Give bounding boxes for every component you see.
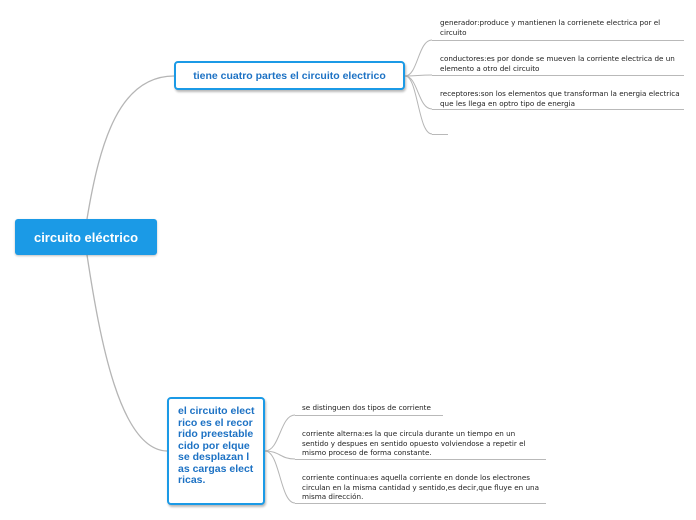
- connector-b2-leaf-1: [265, 415, 295, 451]
- leaf-conductores[interactable]: conductores:es por donde se mueven la corriente electrica de un elemento a otro del circuito: [440, 54, 675, 73]
- connector-root-branch-1: [87, 76, 174, 219]
- leaf-generador[interactable]: generador:produce y mantienen la corrienete electrica por el circuito: [440, 18, 661, 37]
- leaf-underline: [295, 503, 546, 504]
- branch-topic-parts[interactable]: tiene cuatro partes el circuito electrico: [174, 61, 405, 90]
- root-topic[interactable]: circuito eléctrico: [15, 219, 157, 255]
- leaf-underline: [295, 415, 443, 416]
- leaf-corriente-continua[interactable]: corriente continua:es aquella corriente en donde los electrones circulan en la misma cantidad y sentido,es decir,que fluye en una misma dirección.: [302, 473, 540, 502]
- leaf-underline: [432, 40, 684, 41]
- connector-root-branch-2: [87, 255, 167, 451]
- connector-b1-leaf-4: [405, 76, 432, 134]
- leaf-receptores[interactable]: receptores:son los elementos que transforman la energia electrica que les llega en optro tipo de energia: [440, 89, 680, 108]
- leaf-underline: [432, 134, 448, 135]
- connector-b1-leaf-1: [405, 40, 432, 76]
- branch-topic-definition[interactable]: el circuito electrico es el recorrido preestablecido por elque se desplazan las cargas electricas.: [167, 397, 265, 505]
- leaf-corriente-alterna[interactable]: corriente alterna:es la que circula durante un tiempo en un sentido y despues en sentido opuesto volviendose a repetir el mismo proceso de forma constante.: [302, 429, 526, 458]
- leaf-empty[interactable]: [440, 124, 460, 133]
- leaf-underline: [432, 109, 684, 110]
- leaf-dos-tipos[interactable]: se distinguen dos tipos de corriente: [302, 403, 431, 412]
- leaf-underline: [432, 75, 684, 76]
- connector-b1-leaf-3: [405, 76, 432, 109]
- leaf-underline: [295, 459, 546, 460]
